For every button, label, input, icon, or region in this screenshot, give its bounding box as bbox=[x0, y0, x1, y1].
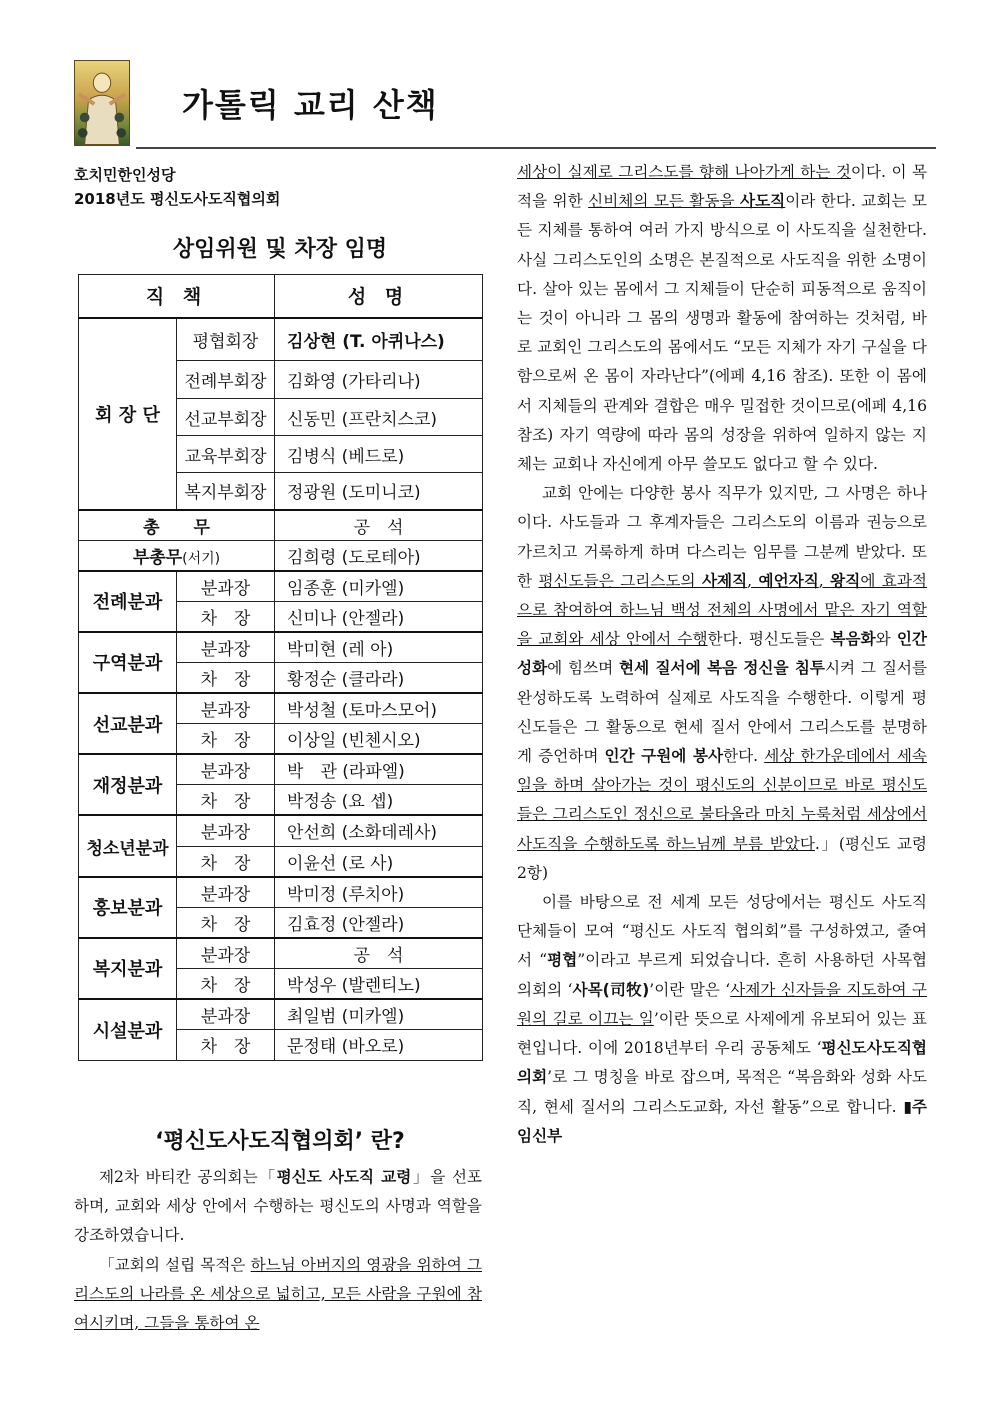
text-span: 이다. 이 목적을 위한 bbox=[517, 163, 928, 211]
name-cell: 정광원 (도미니코) bbox=[275, 473, 483, 510]
parish-info bbox=[74, 163, 280, 211]
text-span: 에 효과적으로 참여하여 하느님 백성 전체의 사명에서 맡은 자기 역할을 교회와 세상 안에서 수행 bbox=[517, 571, 927, 649]
text-span: 시켜 그 질서를 완성하도록 노력하여 실제로 사도직을 수행한다. 이렇게 평신도들은 그 활동으로 현세 질서 안에서 그리스도를 분명하게 증언하며 bbox=[517, 659, 928, 766]
text-span: 평협 bbox=[547, 951, 578, 970]
name-cell: 박성우 (발렌티노) bbox=[275, 968, 483, 999]
role-cell: 차 장 bbox=[177, 846, 275, 877]
name-cell: 신미나 (안젤라) bbox=[275, 601, 483, 632]
division-label: 전례분과 bbox=[79, 571, 177, 632]
vice-affairs-name: 김희령 (도로테아) bbox=[275, 540, 483, 571]
role-cell: 분과장 bbox=[177, 938, 275, 969]
table-row bbox=[79, 540, 483, 571]
role-cell: 복지부회장 bbox=[177, 473, 275, 510]
role-cell: 선교부회장 bbox=[177, 399, 275, 436]
name-cell: 이윤선 (로 사) bbox=[275, 846, 483, 877]
text-span: ’이란 말은 ‘ bbox=[649, 980, 731, 999]
text-span: 예언자직 bbox=[758, 571, 819, 590]
position-header: 직 책 bbox=[79, 275, 275, 318]
council-group-label: 회 장 단 bbox=[79, 318, 177, 510]
text-span: 이라 한다. 교회는 모든 지체를 통하여 여러 가지 방식으로 이 사도직을 실천한다. 사실 그리스도인의 소명은 본질적으로 사도직을 위한 소명이다. 살아 있는 몸에서 그 지체들이 단순히 피동적으로 움직이는 것이 아니라 그 몸의 생명과 활동에 참여하는 것처럼, 바로 교회인 그리스도의 몸에서도 “모든 지체가 자기 구실을 다함으로써 온 몸이 자라난다”(에페 4,16 참조). 또한 이 몸에서 지체들의 관계와 결합은 매우 밀접한 것이므로(에페 4,16 참조) 자기 역량에 따라 몸의 성장을 위하여 일하지 않는 지체는 교회나 자신에게 아무 쓸모도 없다고 할 수 있다. bbox=[517, 192, 927, 474]
church-logo bbox=[74, 60, 130, 146]
general-affairs-name: 공 석 bbox=[275, 510, 483, 541]
article-title: ‘평신도사도직협의회’ 란? bbox=[155, 1129, 405, 1154]
paragraph bbox=[517, 158, 927, 479]
role-cell: 차 장 bbox=[177, 724, 275, 755]
name-cell: 이상일 (빈첸시오) bbox=[275, 724, 483, 755]
role-cell: 분과장 bbox=[177, 693, 275, 724]
text-span: 한다. 평신도들은 bbox=[707, 630, 831, 649]
division-label: 복지분과 bbox=[79, 938, 177, 999]
header-divider bbox=[136, 147, 936, 149]
role-cell: 분과장 bbox=[177, 999, 275, 1030]
table-row bbox=[79, 754, 483, 785]
left-article-body bbox=[74, 1163, 482, 1338]
name-cell: 최일범 (미카엘) bbox=[275, 999, 483, 1030]
text-span: 인간 성화 bbox=[517, 630, 927, 678]
paragraph bbox=[517, 479, 927, 888]
text-span: 사제가 신자들을 지도하여 구원의 길로 이끄는 일 bbox=[517, 980, 927, 1028]
role-cell: 평협회장 bbox=[177, 318, 275, 361]
role-cell: 차 장 bbox=[177, 662, 275, 693]
table-row bbox=[79, 999, 483, 1030]
role-cell: 분과장 bbox=[177, 877, 275, 908]
text-span: 한다. bbox=[723, 747, 765, 766]
signature: ▮주임신부 bbox=[517, 1097, 927, 1145]
division-label: 홍보분과 bbox=[79, 877, 177, 938]
role-cell: 분과장 bbox=[177, 632, 275, 663]
role-cell: 차 장 bbox=[177, 1030, 275, 1061]
text-span: 제2차 바티칸 공의회는「 bbox=[98, 1168, 277, 1186]
text-span: 왕직 bbox=[830, 571, 861, 590]
table-row bbox=[79, 815, 483, 846]
text-span: , bbox=[747, 571, 759, 590]
name-cell: 임종훈 (미카엘) bbox=[275, 571, 483, 602]
text-span: 세상 한가운데에서 세속 일을 하며 살아가는 것이 평신도의 신분이므로 바로 평신도들은 그리스도인 정신으로 불타올라 마치 누룩처럼 세상에서 사도직을 수행하도록 하느님께 부름 받았다 bbox=[517, 747, 927, 853]
table-row bbox=[79, 693, 483, 724]
name-cell: 김상현 (T. 아퀴나스) bbox=[275, 318, 483, 361]
name-cell: 박미정 (루치아) bbox=[275, 877, 483, 908]
text-span: 평신도사도직협의회 bbox=[517, 1039, 927, 1087]
name-cell: 박미현 (레 아) bbox=[275, 632, 483, 663]
division-label: 재정분과 bbox=[79, 754, 177, 815]
name-cell: 안선희 (소화데레사) bbox=[275, 815, 483, 846]
council-year: 2018년도 평신도사도직협의회 bbox=[74, 190, 281, 208]
division-label: 시설분과 bbox=[79, 999, 177, 1060]
role-cell: 분과장 bbox=[177, 571, 275, 602]
vice-affairs-role bbox=[79, 540, 275, 571]
division-label: 청소년분과 bbox=[79, 815, 177, 876]
table-header-row bbox=[79, 275, 483, 318]
paragraph bbox=[74, 1163, 482, 1251]
paragraph bbox=[74, 1251, 482, 1339]
role-cell: 분과장 bbox=[177, 815, 275, 846]
paragraph bbox=[517, 888, 927, 1151]
appointment-table bbox=[78, 274, 483, 1061]
text-span: ’로 그 명칭을 바로 잡으며, 목적은 “복음화와 성화 사도직, 현세 질서의 그리스도교화, 자선 활동”으로 합니다. bbox=[517, 1068, 927, 1116]
text-span: 복음화 bbox=[830, 630, 876, 649]
text-span: 교회 안에는 다양한 봉사 직무가 있지만, 그 사명은 하나이다. 사도들과 그 후계자들은 그리스도의 이름과 권능으로 가르치고 거룩하게 하며 다스리는 임무를 그분께 받았다. 또한 bbox=[517, 484, 927, 590]
text-span: 하느님 아버지의 영광을 위하여 그리스도의 나라를 온 세상으로 넓히고, 모든 사람을 구원에 참여시키며, 그들을 통하여 온 bbox=[74, 1255, 482, 1333]
text-span: 와 bbox=[875, 630, 897, 649]
name-cell: 박 관 (라파엘) bbox=[275, 754, 483, 785]
name-header: 성 명 bbox=[275, 275, 483, 318]
role-cell: 전례부회장 bbox=[177, 361, 275, 399]
text-span: ’이란 뜻으로 사제에게 유보되어 있는 표현입니다. 이에 2018년부터 우리 공동체도 ‘ bbox=[517, 1009, 927, 1058]
table-row bbox=[79, 318, 483, 361]
christ-icon bbox=[75, 61, 129, 145]
text-span: 「교회의 설립 목적은 bbox=[98, 1255, 251, 1274]
page-title: 가톨릭 교리 산책 bbox=[182, 86, 439, 124]
role-cell: 차 장 bbox=[177, 785, 275, 816]
table-row bbox=[79, 510, 483, 541]
text-span: 세상이 실제로 그리스도를 향해 나아가게 하는 것 bbox=[517, 163, 851, 181]
role-cell: 교육부회장 bbox=[177, 436, 275, 473]
text-span: ”이라고 부르게 되었습니다. 흔히 사용하던 사목협의회의 ‘ bbox=[517, 951, 927, 999]
role-cell: 차 장 bbox=[177, 907, 275, 938]
text-span: 인간 구원에 봉사 bbox=[604, 747, 724, 766]
text-span: 에 힘쓰며 bbox=[547, 659, 620, 678]
text-span: , bbox=[818, 571, 831, 590]
vice-affairs-label: 부총무 bbox=[132, 547, 183, 568]
name-cell: 박성철 (토마스모어) bbox=[275, 693, 483, 724]
table-row bbox=[79, 632, 483, 663]
role-cell: 차 장 bbox=[177, 601, 275, 632]
name-cell: 황정순 (클라라) bbox=[275, 662, 483, 693]
text-span: 평신도들은 그리스도의 bbox=[538, 571, 702, 590]
name-cell: 공 석 bbox=[275, 938, 483, 969]
name-cell: 박정송 (요 셉) bbox=[275, 785, 483, 816]
appointment-title: 상임위원 및 차장 임명 bbox=[172, 237, 388, 262]
text-span: 사제직 bbox=[701, 571, 748, 590]
role-cell: 분과장 bbox=[177, 754, 275, 785]
general-affairs-role: 총 무 bbox=[79, 510, 275, 541]
parish-name: 호치민한인성당 bbox=[74, 166, 176, 184]
table-row bbox=[79, 877, 483, 908]
division-label: 선교분과 bbox=[79, 693, 177, 754]
name-cell: 김효정 (안젤라) bbox=[275, 907, 483, 938]
name-cell: 김화영 (가타리나) bbox=[275, 361, 483, 399]
text-span: 이를 바탕으로 전 세계 모든 성당에서는 평신도 사도직 단체들이 모여 “평신도 사도직 협의회”를 구성하였고, 줄여서 “ bbox=[517, 893, 927, 970]
division-label: 구역분과 bbox=[79, 632, 177, 693]
table-row bbox=[79, 571, 483, 602]
right-article-body bbox=[517, 158, 927, 1151]
text-span: 평신도 사도직 교령 bbox=[276, 1168, 412, 1186]
vice-affairs-note: (서기) bbox=[182, 550, 221, 567]
text-span: 」을 선포하며, 교회와 세상 안에서 수행하는 평신도의 사명과 역할을 강조하였습니다. bbox=[74, 1168, 482, 1245]
text-span: 사목(司牧) bbox=[572, 980, 650, 999]
name-cell: 문정태 (바오로) bbox=[275, 1030, 483, 1061]
text-span: 신비체의 모든 활동을 bbox=[588, 192, 741, 211]
table-row bbox=[79, 938, 483, 969]
role-cell: 차 장 bbox=[177, 968, 275, 999]
text-span: 사도직 bbox=[740, 192, 786, 211]
text-span: 현세 질서에 복음 정신을 침투 bbox=[619, 659, 825, 678]
name-cell: 김병식 (베드로) bbox=[275, 436, 483, 473]
text-span: .」(평신도 교령 2항) bbox=[517, 834, 927, 882]
name-cell: 신동민 (프란치스코) bbox=[275, 399, 483, 436]
